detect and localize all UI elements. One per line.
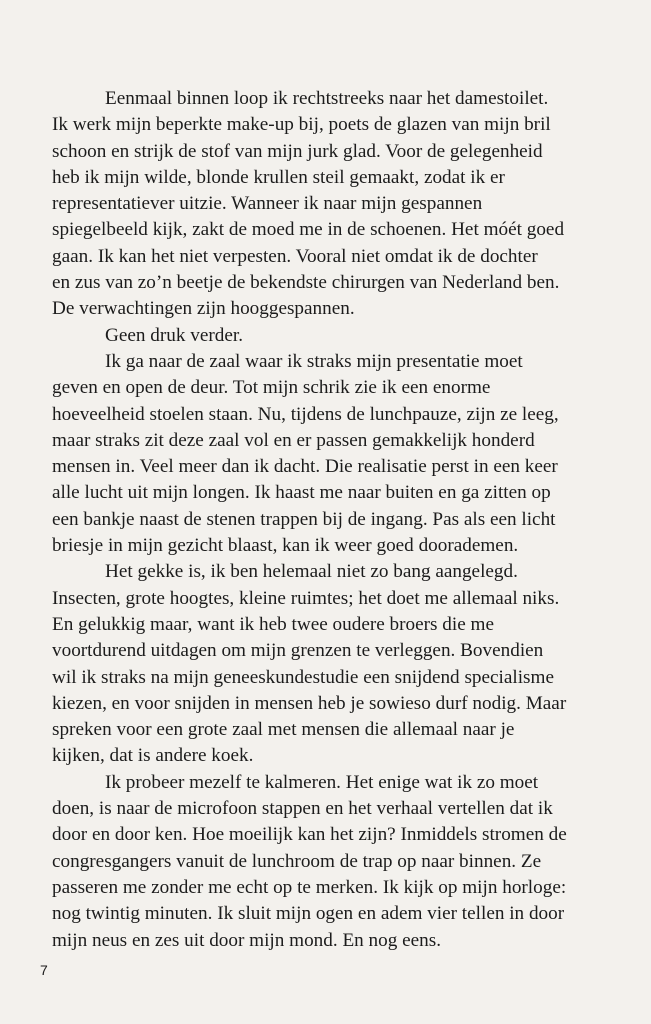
text-line: kiezen, en voor snijden in mensen heb je sowieso durf nodig. Maar bbox=[52, 692, 567, 714]
text-line: Ik probeer mezelf te kalmeren. Het enige wat ik zo moet bbox=[105, 771, 539, 793]
text-line: briesje in mijn gezicht blaast, kan ik weer goed doorademen. bbox=[52, 535, 519, 557]
text-line: En gelukkig maar, want ik heb twee oudere broers die me bbox=[52, 613, 494, 635]
text-line: spiegelbeeld kijk, zakt de moed me in de schoenen. Het móét goed bbox=[52, 219, 565, 241]
text-line: voortdurend uitdagen om mijn grenzen te verleggen. Bovendien bbox=[52, 640, 544, 662]
text-line: Geen druk verder. bbox=[105, 324, 243, 346]
text-line: schoon en strijk de stof van mijn jurk glad. Voor de gelegenheid bbox=[52, 140, 543, 162]
text-line: een bankje naast de stenen trappen bij de ingang. Pas als een licht bbox=[52, 508, 556, 530]
text-line: Het gekke is, ik ben helemaal niet zo bang aangelegd. bbox=[105, 561, 518, 583]
text-line: wil ik straks na mijn geneeskundestudie een snijdend specialisme bbox=[52, 666, 554, 688]
text-line: congresgangers vanuit de lunchroom de trap op naar binnen. Ze bbox=[52, 850, 542, 872]
text-line: heb ik mijn wilde, blonde krullen steil gemaakt, zodat ik er bbox=[52, 166, 505, 188]
text-line: Ik ga naar de zaal waar ik straks mijn presentatie moet bbox=[105, 350, 523, 372]
text-line: alle lucht uit mijn longen. Ik haast me naar buiten en ga zitten op bbox=[52, 482, 551, 504]
text-line: nog twintig minuten. Ik sluit mijn ogen en adem vier tellen in door bbox=[52, 903, 565, 925]
text-line: De verwachtingen zijn hooggespannen. bbox=[52, 298, 355, 320]
text-line: geven en open de deur. Tot mijn schrik zie ik een enorme bbox=[52, 377, 491, 399]
text-line: kijken, dat is andere koek. bbox=[52, 745, 254, 767]
text-line: Insecten, grote hoogtes, kleine ruimtes; het doet me allemaal niks. bbox=[52, 587, 560, 609]
text-line: hoeveelheid stoelen staan. Nu, tijdens de lunchpauze, zijn ze leeg, bbox=[52, 403, 559, 425]
text-line: mijn neus en zes uit door mijn mond. En nog eens. bbox=[52, 929, 442, 951]
text-line: spreken voor een grote zaal met mensen die allemaal naar je bbox=[52, 719, 515, 741]
page-number: 7 bbox=[40, 962, 48, 978]
text-line: Ik werk mijn beperkte make-up bij, poets de glazen van mijn bril bbox=[52, 114, 551, 136]
text-line: maar straks zit deze zaal vol en er passen gemakkelijk honderd bbox=[52, 429, 535, 451]
text-line: representatiever uitzie. Wanneer ik naar mijn gespannen bbox=[52, 193, 483, 215]
text-line: passeren me zonder me echt op te merken. Ik kijk op mijn horloge: bbox=[52, 876, 567, 898]
text-line: Eenmaal binnen loop ik rechtstreeks naar het damestoilet. bbox=[105, 88, 549, 109]
text-line: gaan. Ik kan het niet verpesten. Vooral niet omdat ik de dochter bbox=[52, 245, 538, 267]
text-line: en zus van zo’n beetje de bekendste chirurgen van Nederland ben. bbox=[52, 272, 560, 294]
text-line: doen, is naar de microfoon stappen en het verhaal vertellen dat ik bbox=[52, 798, 553, 820]
body-text bbox=[52, 86, 612, 954]
text-line: door en door ken. Hoe moeilijk kan het zijn? Inmiddels stromen de bbox=[52, 824, 567, 846]
text-line: mensen in. Veel meer dan ik dacht. Die realisatie perst in een keer bbox=[52, 456, 558, 478]
